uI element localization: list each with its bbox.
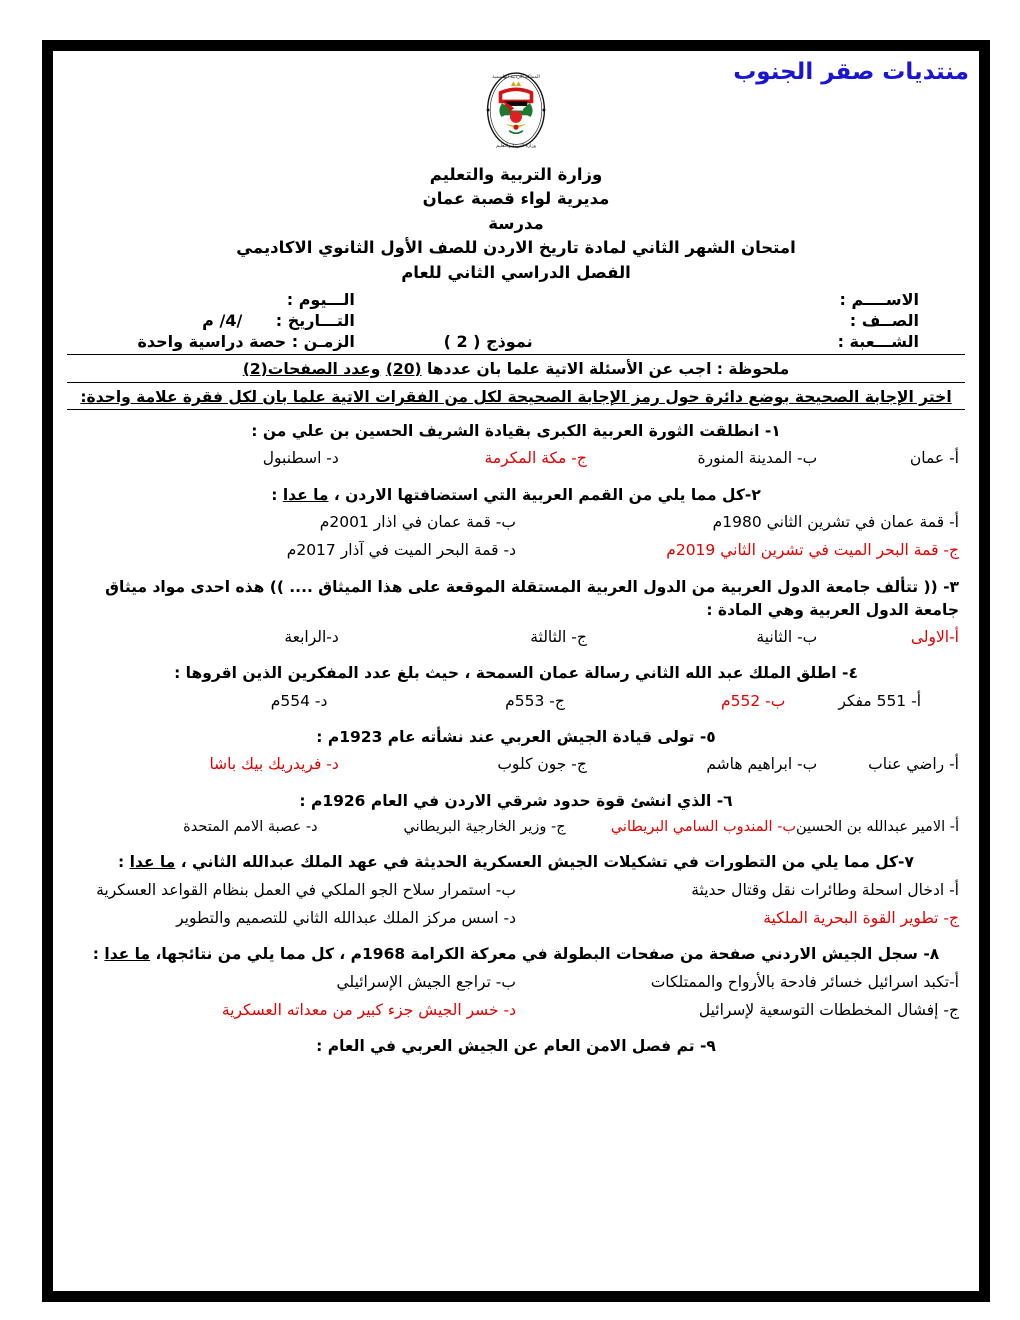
table-row: [67, 331, 965, 355]
option-b[interactable]: ب- استمرار سلاح الجو الملكي في العمل بنظام القواعد العسكرية: [96, 880, 516, 899]
model-spacer-2: [359, 310, 617, 331]
table-row: [67, 289, 965, 310]
question-stem: [73, 484, 959, 507]
exam-title: امتحان الشهر الثاني لمادة تاريخ الاردن للصف الأول الثانوي الاكاديمي: [236, 238, 796, 258]
option-c[interactable]: ج- وزير الخارجية البريطاني: [403, 818, 566, 835]
options-row: [73, 969, 959, 995]
note-count: (20): [385, 360, 422, 379]
stem-pre: ٢-كل مما يلي من القمم العربية التي استضافتها الاردن ،: [328, 485, 761, 504]
ministry-name: وزارة التربية والتعليم: [429, 165, 603, 184]
option-a[interactable]: أ- 551 مفكر: [838, 691, 921, 710]
question-8: [73, 943, 959, 1023]
section-label: الشـــعبة :: [617, 331, 965, 355]
question-4: [73, 662, 959, 714]
option-c[interactable]: ج- تطوير القوة البحرية الملكية: [763, 909, 959, 928]
questions-list: [67, 410, 965, 1059]
option-c[interactable]: ج- 553م: [505, 691, 565, 710]
options-row: [73, 997, 959, 1023]
option-b[interactable]: ب- ابراهيم هاشم: [706, 755, 818, 774]
note-line: [67, 355, 965, 383]
jordan-ministry-of-education-emblem: [473, 67, 559, 153]
options-row: [73, 815, 959, 840]
exam-page-frame: [42, 40, 990, 1302]
question-2: [73, 484, 959, 564]
stem-post: :: [271, 485, 283, 504]
table-row: [67, 310, 965, 331]
question-stem: [73, 851, 959, 874]
name-label: الاســــم :: [839, 290, 919, 310]
question-5: [73, 726, 959, 778]
option-d[interactable]: د- اسس مركز الملك عبدالله الثاني للتصميم والتطوير: [176, 909, 516, 928]
option-b[interactable]: ب- 552م: [721, 691, 786, 710]
watermark-text: منتديات صقر الجنوب: [733, 59, 969, 85]
question-stem: ٤- اطلق الملك عبد الله الثاني رسالة عمان السمحة ، حيث بلغ عدد المفكرين الذين اقروها :: [174, 664, 858, 683]
date-label: التـــاريخ :: [275, 311, 355, 331]
time-label: الزمـن : حصة دراسية واحدة: [67, 331, 359, 355]
option-d[interactable]: د- خسر الجيش جزء كبير من معداته العسكرية: [221, 1001, 516, 1020]
options-row: [73, 509, 959, 535]
emblem-container: [53, 67, 979, 153]
stem-underlined: ما عدا: [129, 853, 176, 872]
question-stem: ١- انطلقت الثورة العربية الكبرى بقيادة الشريف الحسين بن علي من :: [251, 422, 781, 441]
option-b[interactable]: ب- قمة عمان في اذار 2001م: [319, 512, 516, 531]
question-stem: [73, 943, 959, 966]
model-value: نموذج ( 2 ): [359, 331, 617, 355]
option-a[interactable]: أ-الاولى: [910, 628, 959, 647]
option-c[interactable]: ج- الثالثة: [530, 628, 587, 647]
option-a[interactable]: أ-تكبد اسرائيل خسائر فادحة بالأرواح والممتلكات: [650, 972, 959, 991]
stem-underlined: ما عدا: [282, 485, 329, 504]
directorate-name: مديرية لواء قصبة عمان: [422, 189, 610, 209]
option-d[interactable]: د- عصبة الامم المتحدة: [183, 818, 318, 835]
option-d[interactable]: د- قمة البحر الميت في آذار 2017م: [286, 541, 516, 560]
term-line: الفصل الدراسي الثاني للعام: [401, 262, 631, 282]
date-field: [67, 310, 359, 331]
note-prefix: ملحوظة : اجب عن الأسئلة الاتية علما بان عددها: [426, 360, 790, 379]
school-name: مدرسة: [488, 213, 544, 233]
options-row: [73, 537, 959, 563]
option-d[interactable]: د- فريدريك بيك باشا: [209, 755, 339, 774]
student-info-table: [67, 289, 965, 355]
model-spacer-1: [359, 289, 617, 310]
question-stem: ٦- الذي انشئ قوة حدود شرقي الاردن في العام 1926م :: [299, 791, 733, 810]
option-a[interactable]: أ- الامير عبدالله بن الحسين: [795, 818, 959, 835]
option-c[interactable]: ج- إفشال المخططات التوسعية لإسرائيل: [698, 1001, 959, 1020]
options-row: [73, 751, 959, 777]
instruction-line: اختر الإجابة الصحيحة بوضع دائرة حول رمز الإجابة الصحيحة لكل من الفقرات الاتية علما بان لكل فقرة علامة واحدة:: [67, 383, 965, 410]
options-row: [73, 877, 959, 903]
option-b[interactable]: ب- المندوب السامي البريطاني: [610, 818, 796, 835]
question-7: [73, 851, 959, 931]
stem-post: :: [92, 945, 105, 964]
option-c[interactable]: ج- جون كلوب: [497, 755, 587, 774]
option-a[interactable]: أ- راضي عناب: [868, 755, 959, 774]
option-a[interactable]: أ- عمان: [909, 449, 959, 468]
options-row: [73, 688, 959, 714]
stem-pre: ٧-كل مما يلي من التطورات في تشكيلات الجيش العسكرية الحديثة في عهد الملك عبدالله الثاني ،: [175, 853, 914, 872]
options-row: [73, 624, 959, 650]
svg-text:وزارة التربية والتعليم: وزارة التربية والتعليم: [496, 143, 536, 149]
option-c[interactable]: ج- مكة المكرمة: [484, 449, 587, 468]
note-suffix: وعدد الصفحات(2): [242, 360, 381, 379]
option-b[interactable]: ب- الثانية: [756, 628, 818, 647]
question-stem: ٣- (( تتألف جامعة الدول العربية من الدول العربية المستقلة الموقعة على هذا الميثاق .... )) هذه احدى مواد ميثاق جامعة الدول العربية وهي المادة :: [105, 577, 959, 619]
option-d[interactable]: د-الرابعة: [284, 628, 339, 647]
question-stem: ٥- تولى قيادة الجيش العربي عند نشأته عام 1923م :: [316, 728, 716, 746]
option-a[interactable]: أ- ادخال اسحلة وطائرات نقل وقتال حديثة: [691, 880, 959, 899]
day-label: الـــيوم :: [286, 290, 355, 310]
option-a[interactable]: أ- قمة عمان في تشرين الثاني 1980م: [712, 512, 959, 531]
stem-underlined: ما عدا: [104, 945, 151, 964]
options-row: [73, 905, 959, 931]
class-label: الصــف :: [849, 311, 919, 331]
stem-pre: ٨- سجل الجيش الاردني صفحة من صفحات البطولة في معركة الكرامة 1968م ، كل مما يلي من نتائجها،: [150, 945, 940, 964]
option-d[interactable]: د- اسطنبول: [262, 449, 339, 468]
option-b[interactable]: ب- المدينة المنورة: [697, 449, 818, 468]
question-1: [73, 420, 959, 472]
stem-post: :: [118, 853, 130, 872]
svg-text:المملكة الاردنية الهاشمية: المملكة الاردنية الهاشمية: [492, 75, 540, 81]
option-c[interactable]: ج- قمة البحر الميت في تشرين الثاني 2019م: [666, 541, 959, 560]
options-row: [73, 445, 959, 471]
question-6: [73, 790, 959, 840]
question-9: [73, 1035, 959, 1058]
question-3: [73, 576, 959, 651]
option-b[interactable]: ب- تراجع الجيش الإسرائيلي: [336, 972, 516, 991]
question-stem: ٩- تم فصل الامن العام عن الجيش العربي في العام :: [316, 1037, 716, 1056]
date-value: /4/ م: [202, 311, 243, 331]
option-d[interactable]: د- 554م: [270, 691, 328, 710]
